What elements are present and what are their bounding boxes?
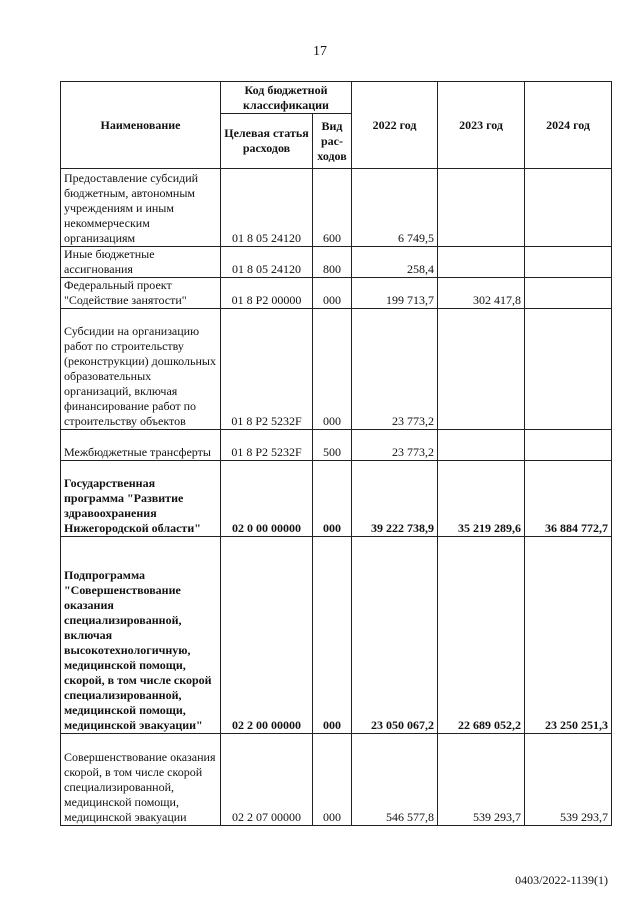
row-2022: 258,4 xyxy=(352,247,438,278)
row-2022: 199 713,7 xyxy=(352,278,438,309)
row-code: 01 8 05 24120 xyxy=(221,169,313,247)
budget-table xyxy=(60,81,612,826)
row-2022: 23 773,2 xyxy=(352,309,438,430)
row-name: Иные бюджетные ассигнования xyxy=(61,247,221,278)
row-2022: 39 222 738,9 xyxy=(352,461,438,537)
row-type: 000 xyxy=(313,734,352,826)
row-name: Подпрограмма "Совершенствование оказания специализированной, включая высокотехнологичную, медицинской помощи, скорой, в том числе скорой специализированной, медицинской помощи, медицинской эвакуации" xyxy=(61,537,221,734)
row-code: 01 8 05 24120 xyxy=(221,247,313,278)
row-name: Субсидии на организацию работ по строительству (реконструкции) дошкольных образовательных организаций, включая финансирование работ по строительству объектов xyxy=(61,309,221,430)
row-2023 xyxy=(438,309,525,430)
row-name: Государственная программа "Развитие здравоохранения Нижегородской области" xyxy=(61,461,221,537)
row-2024 xyxy=(525,247,612,278)
row-2022: 23 773,2 xyxy=(352,430,438,461)
row-2023: 302 417,8 xyxy=(438,278,525,309)
table-row xyxy=(61,461,612,537)
table-row xyxy=(61,247,612,278)
row-name: Федеральный проект "Содействие занятости" xyxy=(61,278,221,309)
row-type: 000 xyxy=(313,309,352,430)
row-2023: 35 219 289,6 xyxy=(438,461,525,537)
row-2024 xyxy=(525,169,612,247)
row-2023 xyxy=(438,247,525,278)
row-type: 500 xyxy=(313,430,352,461)
row-2023: 539 293,7 xyxy=(438,734,525,826)
row-type: 000 xyxy=(313,537,352,734)
row-code: 02 2 07 00000 xyxy=(221,734,313,826)
document-footer-code: 0403/2022-1139(1) xyxy=(515,873,608,887)
row-type: 600 xyxy=(313,169,352,247)
table-row xyxy=(61,278,612,309)
row-2024: 36 884 772,7 xyxy=(525,461,612,537)
row-code: 02 0 00 00000 xyxy=(221,461,313,537)
row-2022: 23 050 067,2 xyxy=(352,537,438,734)
row-name: Совершенствование оказания скорой, в том числе скорой специализированной, медицинской помощи, медицинской эвакуации xyxy=(61,734,221,826)
row-2024 xyxy=(525,278,612,309)
row-code: 01 8 P2 5232F xyxy=(221,430,313,461)
row-2024 xyxy=(525,309,612,430)
row-name: Предоставление субсидий бюджетным, автономным учреждениям и иным некоммерческим организациям xyxy=(61,169,221,247)
header-target-article: Целевая статья расходов xyxy=(221,114,313,169)
row-2024: 23 250 251,3 xyxy=(525,537,612,734)
header-2023: 2023 год xyxy=(438,82,525,169)
table-row xyxy=(61,309,612,430)
row-2022: 546 577,8 xyxy=(352,734,438,826)
row-code: 02 2 00 00000 xyxy=(221,537,313,734)
header-name: Наименование xyxy=(61,82,221,169)
row-name: Межбюджетные трансферты xyxy=(61,430,221,461)
table-row xyxy=(61,734,612,826)
row-2023: 22 689 052,2 xyxy=(438,537,525,734)
row-type: 000 xyxy=(313,461,352,537)
row-type: 000 xyxy=(313,278,352,309)
header-code-group: Код бюджетной классификации xyxy=(221,82,352,114)
table-row xyxy=(61,537,612,734)
row-2023 xyxy=(438,430,525,461)
header-2022: 2022 год xyxy=(352,82,438,169)
row-2022: 6 749,5 xyxy=(352,169,438,247)
table-row xyxy=(61,169,612,247)
row-2024 xyxy=(525,430,612,461)
row-code: 01 8 P2 5232F xyxy=(221,309,313,430)
header-2024: 2024 год xyxy=(525,82,612,169)
header-expense-type: Вид рас-ходов xyxy=(313,114,352,169)
row-2024: 539 293,7 xyxy=(525,734,612,826)
row-code: 01 8 P2 00000 xyxy=(221,278,313,309)
row-type: 800 xyxy=(313,247,352,278)
row-2023 xyxy=(438,169,525,247)
page-number: 17 xyxy=(313,44,327,59)
table-row xyxy=(61,430,612,461)
